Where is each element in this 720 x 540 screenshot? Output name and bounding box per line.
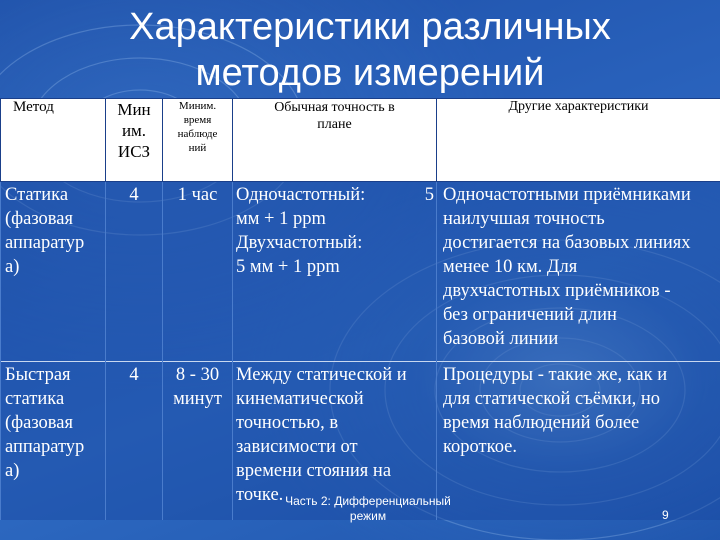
table-header-row (1, 99, 720, 182)
slide-footer (258, 494, 478, 524)
footer-line-1: Часть 2: Дифференциальный (285, 494, 451, 508)
cell-min-satellites: 4 (106, 182, 163, 362)
slide-title-line-1: Характеристики различных (129, 6, 611, 48)
cell-observation-time: 8 - 30 минут (163, 362, 233, 520)
header-plan-accuracy: Обычная точность в плане (233, 99, 437, 182)
cell-other: Процедуры - такие же, как и для статической съёмки, но время наблюдений более короткое. (437, 362, 720, 520)
header-other-characteristics: Другие характеристики (437, 99, 720, 182)
page-number: 9 (662, 508, 669, 522)
slide-title-line-2: методов измерений (195, 52, 545, 94)
cell-other: Одночастотными приёмниками наилучшая точность достигается на базовых линиях менее 10 км. Для двухчастотных приёмников - без ограничений длин базовой линии (437, 182, 720, 362)
cell-observation-time: 1 час (163, 182, 233, 362)
header-min-observation-time: Миним. время наблюде ний (163, 99, 233, 182)
footer-line-2: режим (349, 509, 387, 523)
cell-method: Статика (фазовая аппаратур а) (1, 182, 106, 362)
cell-accuracy: Между статической и кинематической точностью, в зависимости от времени стояния на точке. (233, 362, 437, 520)
slide-title (100, 4, 640, 96)
header-min-satellites: Мин им. ИСЗ (106, 99, 163, 182)
cell-accuracy: Одночастотный: 5 мм + 1 ppm Двухчастотный: 5 мм + 1 ppm (233, 182, 437, 362)
cell-method: Быстрая статика (фазовая аппаратур а) (1, 362, 106, 520)
methods-table (0, 98, 720, 520)
cell-min-satellites: 4 (106, 362, 163, 520)
table-row-static (1, 182, 720, 362)
header-method: Метод (1, 99, 106, 182)
